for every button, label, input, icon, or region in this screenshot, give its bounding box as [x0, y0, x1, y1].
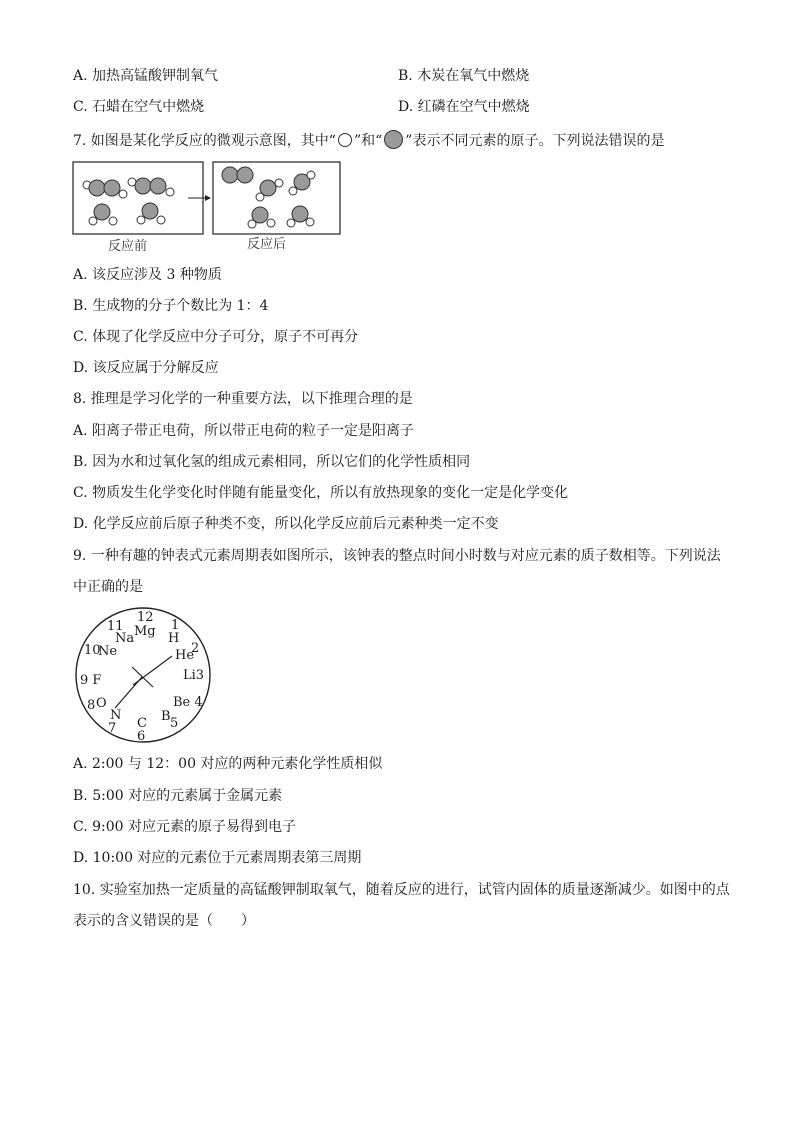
label-after: 反应后 — [247, 237, 287, 252]
clock-e3: Li3 — [183, 668, 205, 683]
q7-stem — [73, 130, 664, 151]
clock-n1: 1 — [171, 618, 180, 633]
clock-n2: 2 — [191, 641, 200, 656]
q8-option-c: C. 物质发生化学变化时伴随有能量变化，所以有放热现象的变化一定是化学变化 — [73, 485, 569, 501]
q8-option-d: D. 化学反应前后原子种类不变，所以化学反应前后元素种类一定不变 — [73, 516, 499, 532]
q9-stem-line1: 9. 一种有趣的钟表式元素周期表如图所示，该钟表的整点时间小时数与对应元素的质子数相等。下列说法 — [73, 548, 721, 564]
label-before: 反应前 — [108, 239, 148, 254]
clock-e8: O — [96, 696, 107, 711]
q10-stem-line1: 10. 实验室加热一定质量的高锰酸钾制取氧气，随着反应的进行，试管内固体的质量逐渐减少。如图中的点 — [73, 882, 730, 898]
grey-atom-icon — [384, 130, 403, 149]
clock-n8: 8 — [87, 698, 96, 713]
q9-option-d: D. 10:00 对应的元素位于元素周期表第三周期 — [73, 850, 362, 866]
clock-n10: 10 — [84, 643, 101, 658]
q9-option-a: A. 2:00 与 12：00 对应的两种元素化学性质相似 — [73, 756, 383, 772]
q7-option-a: A. 该反应涉及 3 种物质 — [73, 267, 222, 283]
q7-option-d: D. 该反应属于分解反应 — [73, 360, 219, 376]
q7-option-b: B. 生成物的分子个数比为 1：4 — [73, 298, 269, 314]
reaction-diagram — [70, 158, 350, 258]
clock-e5: B — [161, 709, 171, 724]
q10-stem-line2: 表示的含义错误的是（ ） — [73, 913, 255, 929]
clock-n7: 7 — [108, 721, 117, 736]
clock-e7: N — [110, 708, 122, 723]
q6-option-a: A. 加热高锰酸钾制氧气 — [73, 68, 219, 84]
q7-option-c: C. 体现了化学反应中分子可分，原子不可再分 — [73, 329, 359, 345]
clock-e6: C — [137, 716, 147, 731]
white-atom-icon — [338, 133, 352, 147]
clock-periodic-table — [70, 605, 220, 747]
q7-stem-part2: ”和“ — [353, 133, 383, 149]
q9-option-c: C. 9:00 对应元素的原子易得到电子 — [73, 819, 297, 835]
clock-n12: 12 — [137, 610, 154, 625]
clock-n6: 6 — [137, 729, 146, 744]
clock-e9: 9 F — [80, 673, 102, 688]
q6-option-d: D. 红磷在空气中燃烧 — [398, 99, 530, 115]
clock-e1: H — [168, 631, 180, 646]
clock-e12: Mg — [134, 624, 156, 639]
clock-n5: 5 — [170, 716, 179, 731]
q6-option-c: C. 石蜡在空气中燃烧 — [73, 99, 205, 115]
clock-e11: Na — [115, 631, 135, 646]
clock-e4: Be 4 — [173, 695, 203, 710]
q7-stem-part3: ”表示不同元素的原子。下列说法错误的是 — [405, 133, 665, 149]
q8-option-b: B. 因为水和过氧化氢的组成元素相同，所以它们的化学性质相同 — [73, 454, 471, 470]
clock-n11: 11 — [107, 619, 124, 634]
q8-stem: 8. 推理是学习化学的一种重要方法，以下推理合理的是 — [73, 391, 413, 407]
q6-option-b: B. 木炭在氧气中燃烧 — [398, 68, 530, 84]
q9-option-b: B. 5:00 对应的元素属于金属元素 — [73, 788, 283, 804]
q9-stem-line2: 中正确的是 — [73, 579, 143, 595]
q7-stem-part1: 7. 如图是某化学反应的微观示意图，其中“ — [73, 133, 336, 149]
q8-option-a: A. 阳离子带正电荷，所以带正电荷的粒子一定是阳离子 — [73, 423, 415, 439]
clock-e10: Ne — [98, 644, 118, 659]
clock-e2: He — [175, 648, 195, 663]
